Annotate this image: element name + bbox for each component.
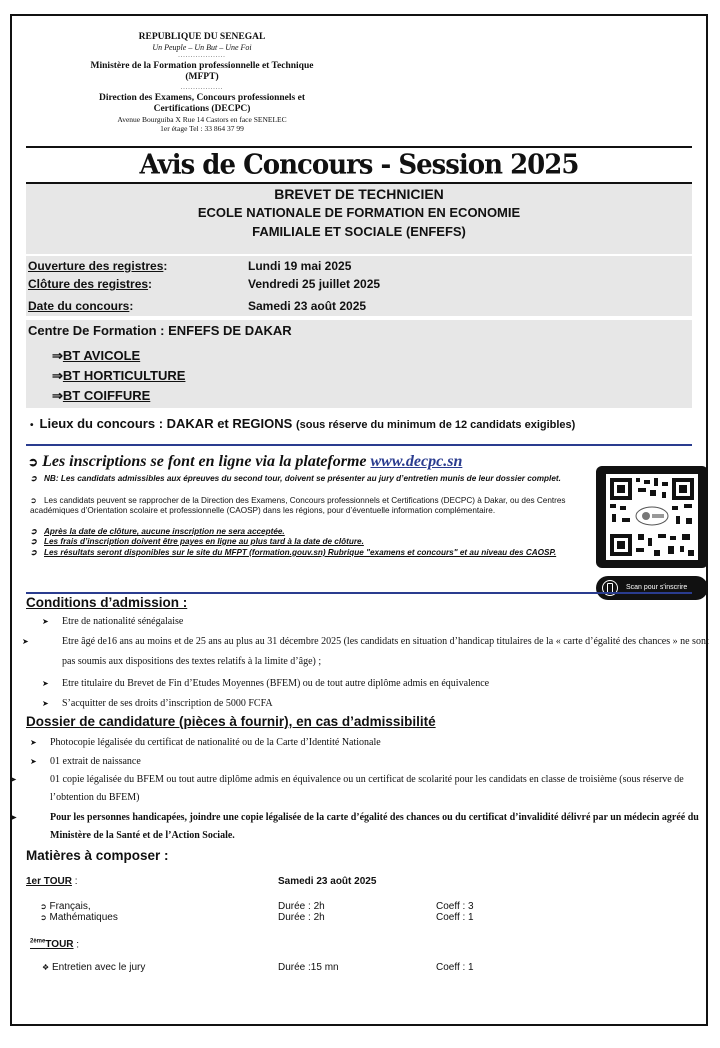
- motto: Un Peuple – Un But – Une Foi: [152, 43, 252, 52]
- header-divider: ...................: [178, 53, 226, 59]
- title-rule-top: [26, 146, 692, 148]
- condition-item: ➤ Etre âgé de16 ans au moins et de 25 ans au plus au 31 décembre 2025 (les candidats en situation d’handicap titulaires de la « carte d’égalité des chances » ne sont pas soumis aux dispositions des textes relatifs à la limite d’âge) ;: [42, 632, 712, 672]
- arrow-bullet-icon: ➤: [42, 699, 49, 708]
- arrow-right-icon: ⇒: [52, 348, 63, 363]
- arrow-right-icon: ⇒: [52, 388, 63, 403]
- official-header: [42, 32, 362, 133]
- republic-name: REPUBLIQUE DU SENEGAL: [138, 32, 266, 42]
- dossier-item: ➤ 01 extrait de naissance: [30, 753, 690, 771]
- qr-code[interactable]: [596, 466, 708, 568]
- subjects-heading: Matières à composer :: [26, 848, 169, 863]
- direction-name: Direction des Examens, Concours professionnels et Certifications (DECPC): [98, 93, 305, 114]
- header-divider-2: .................: [180, 85, 224, 91]
- date-value-exam: Samedi 23 août 2025: [248, 299, 367, 313]
- page-title: Avis de Concours - Session 2025: [139, 149, 579, 181]
- bullet-icon: •: [30, 420, 34, 431]
- tour2-label: $^{2ème}$TOUR :: [30, 939, 80, 951]
- circle-arrow-icon: ➲: [40, 913, 47, 922]
- circle-arrow-icon: ➲: [28, 455, 39, 469]
- subject-duration: Durée :15 mn: [278, 962, 339, 973]
- program-line-3: FAMILIALE ET SOCIALE (ENFEFS): [252, 224, 466, 239]
- arrow-bullet-icon: ➤: [42, 617, 49, 626]
- note-fees: ➲ Les frais d’inscription doivent être payes en ligne au plus tard à la date de clôture.: [30, 537, 364, 546]
- option-avicole: ⇒BT AVICOLE: [52, 348, 141, 363]
- note-closing: ➲ Après la date de clôture, aucune inscription ne sera acceptée.: [30, 527, 285, 536]
- arrow-right-icon: ⇒: [52, 368, 63, 383]
- conditions-heading: Conditions d’admission :: [26, 595, 188, 610]
- scan-to-register-badge[interactable]: Scan pour s'inscrire: [596, 576, 708, 600]
- decpc-link[interactable]: www.decpc.sn: [370, 453, 463, 470]
- training-centre: Centre De Formation : ENFEFS DE DAKAR: [28, 323, 292, 338]
- program-line-1: BREVET DE TECHNICIEN: [274, 186, 444, 202]
- date-label-exam: Date du concours:: [28, 299, 134, 313]
- exam-locations: • Lieux du concours : DAKAR et REGIONS (sous réserve du minimum de 12 candidats exigibles): [30, 416, 576, 431]
- blue-divider-top: [26, 444, 692, 446]
- subject-coeff: Coeff : 1: [436, 962, 474, 973]
- subject-duration: Durée : 2h: [278, 901, 325, 912]
- arrow-bullet-icon: ➤: [10, 813, 17, 822]
- date-label-opening: Ouverture des registres:: [28, 259, 168, 273]
- note-results: ➲ Les résultats seront disponibles sur le site du MFPT (formation.gouv.sn) Rubrique "examens et concours" et au niveau des CAOSP.: [30, 548, 557, 557]
- arrow-bullet-icon: ➤: [22, 637, 29, 646]
- date-label-closing: Clôture des registres:: [28, 277, 153, 291]
- circle-arrow-icon: ➲: [40, 902, 47, 911]
- subject-coeff: Coeff : 3: [436, 901, 474, 912]
- note-contact: ➲ Les candidats peuvent se rapprocher de la Direction des Examens, Concours professionnels et Certifications (DECPC) à Dakar, ou des Centres académiques d’Orientation scolaire et professionnelle (CAOSP) dans les régions, pour d’éventuelle information complémentaire.: [30, 496, 566, 515]
- condition-item: ➤ Etre titulaire du Brevet de Fin d’Etudes Moyennes (BFEM) ou de tout autre diplôme admis en équivalence: [42, 675, 702, 693]
- arrow-bullet-icon: ➤: [30, 738, 37, 747]
- arrow-bullet-icon: ➤: [42, 679, 49, 688]
- option-coiffure: ⇒BT COIFFURE: [52, 388, 151, 403]
- subject-coeff: Coeff : 1: [436, 912, 474, 923]
- option-horticulture: ⇒BT HORTICULTURE: [52, 368, 186, 383]
- subject-row: ❖ Entretien avec le jury: [42, 962, 146, 973]
- dossier-item: ➤ Pour les personnes handicapées, joindre une copie légalisée de la carte d’égalité des chances ou du certificat d’invalidité délivré par un médecin agréé du Ministère de la Santé et de l’Action Sociale.: [30, 809, 710, 845]
- program-line-2: ECOLE NATIONALE DE FORMATION EN ECONOMIE: [197, 205, 521, 220]
- address: Avenue Bourguiba X Rue 14 Castors en face SENELEC: [117, 115, 287, 124]
- dossier-heading: Dossier de candidature (pièces à fournir), en cas d’admissibilité: [26, 714, 436, 729]
- arrow-bullet-icon: ➤: [30, 757, 37, 766]
- date-value-opening: Lundi 19 mai 2025: [248, 259, 352, 273]
- inscriptions-title: ➲ Les inscriptions se font en ligne via la plateforme www.decpc.sn: [28, 453, 463, 470]
- condition-item: ➤ Etre de nationalité sénégalaise: [42, 613, 702, 631]
- subject-row: ➲ Français,: [40, 901, 91, 912]
- ministry-name: Ministère de la Formation professionnelle et Technique (MFPT): [90, 61, 314, 82]
- blue-divider-bottom: [26, 592, 692, 594]
- dossier-item: ➤ 01 copie légalisée du BFEM ou tout autre diplôme admis en équivalence ou un certificat de scolarité pour les candidats en classe de troisième (sous réserve de l’obtention du BFEM): [30, 771, 710, 807]
- date-value-closing: Vendredi 25 juillet 2025: [248, 277, 381, 291]
- tour1-date: Samedi 23 août 2025: [278, 876, 377, 887]
- phone: 1er étage Tel : 33 864 37 99: [160, 124, 244, 133]
- condition-item: ➤ S’acquitter de ses droits d’inscription de 5000 FCFA: [42, 695, 702, 713]
- diamond-bullet-icon: ❖: [42, 963, 50, 972]
- subject-duration: Durée : 2h: [278, 912, 325, 923]
- note-nb: ➲ NB: Les candidats admissibles aux épreuves du second tour, doivent se présenter au jury d’entretien munis de leur dossier complet.: [30, 474, 561, 483]
- dossier-item: ➤ Photocopie légalisée du certificat de nationalité ou de la Carte d’Identité Nationale: [30, 734, 690, 752]
- subject-row: ➲ Mathématiques: [40, 912, 118, 923]
- page-frame: [10, 14, 708, 1026]
- arrow-bullet-icon: ➤: [10, 775, 17, 784]
- tour1-label: 1er TOUR :: [26, 876, 78, 887]
